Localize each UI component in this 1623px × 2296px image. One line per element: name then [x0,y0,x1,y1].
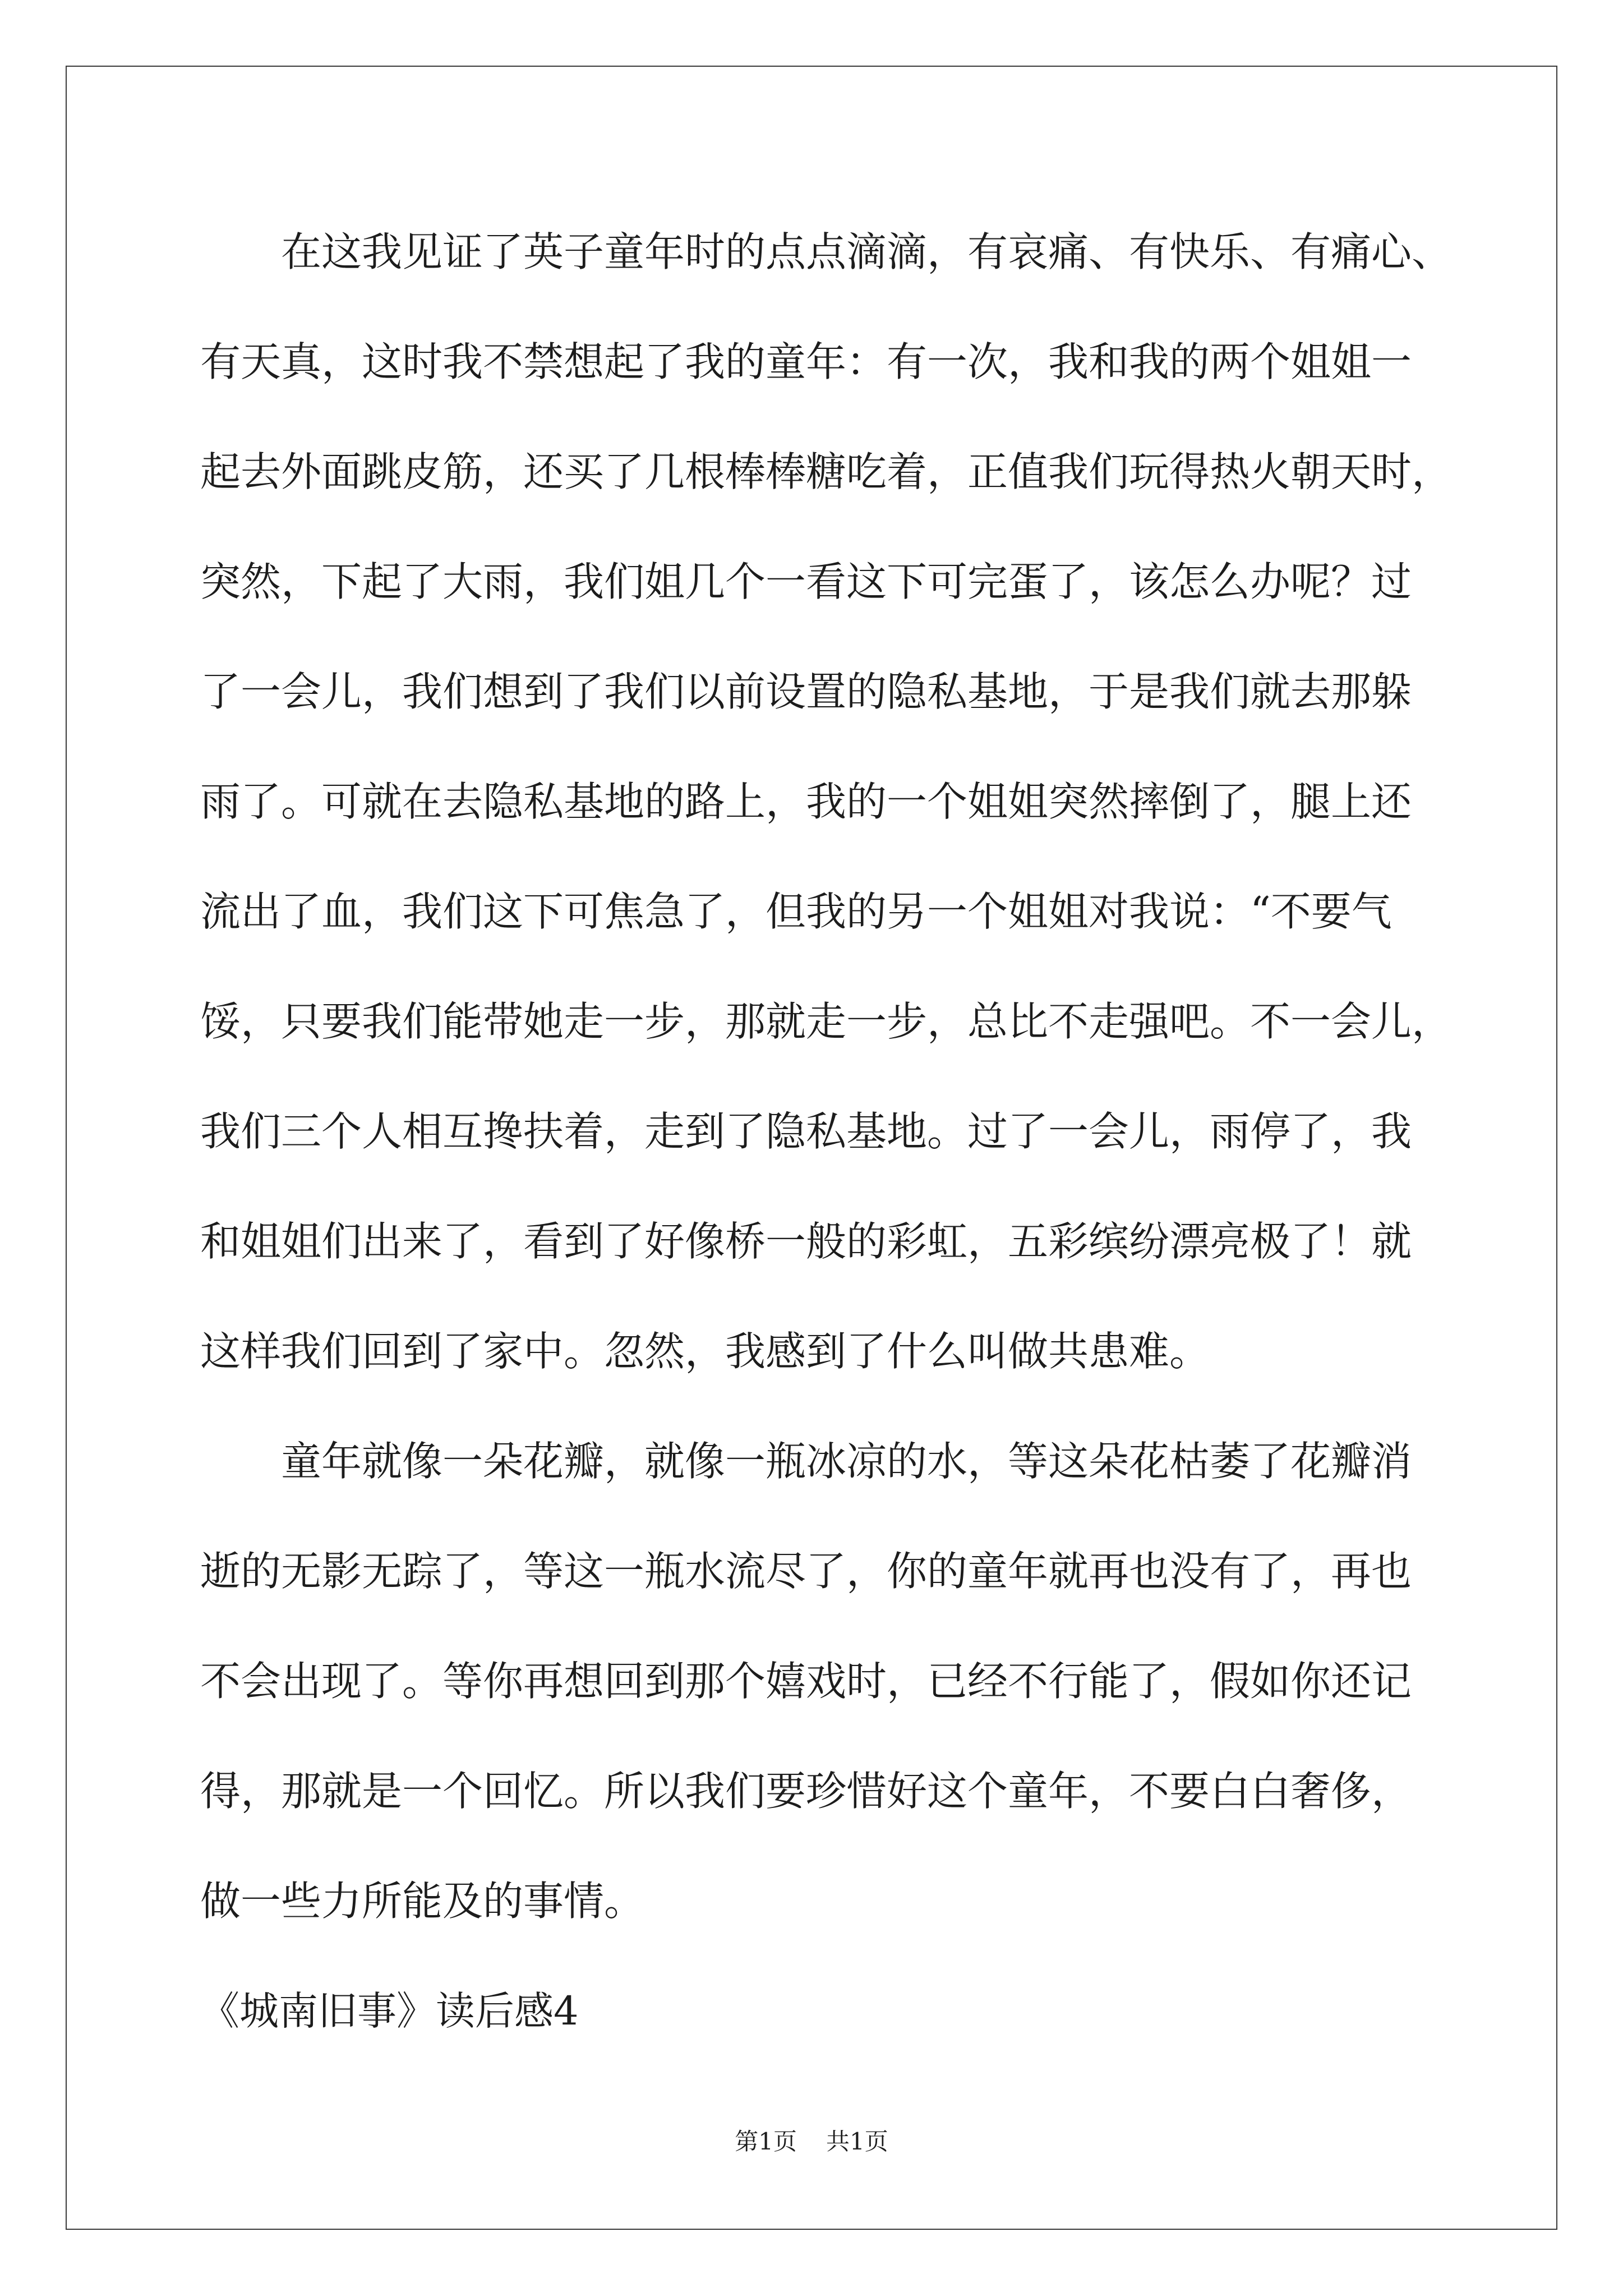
text-line: 馁，只要我们能带她走一步，那就走一步，总比不走强吧。不一会儿， [200,998,1453,1045]
text-line: 在这我见证了英子童年时的点点滴滴，有哀痛、有快乐、有痛心、 [281,228,1453,275]
page-footer [0,2126,1623,2157]
page-number: 第1页 [735,2128,797,2155]
text-line: 逝的无影无踪了，等这一瓶水流尽了，你的童年就再也没有了，再也 [200,1548,1412,1595]
section-heading: 《城南旧事》读后感4 [200,1988,579,2034]
document-body [200,197,1507,2066]
text-line: 童年就像一朵花瓣，就像一瓶冰凉的水，等这朵花枯萎了花瓣消 [281,1438,1412,1485]
text-line: 了一会儿，我们想到了我们以前设置的隐私基地，于是我们就去那躲 [200,668,1412,715]
text-line: 得，那就是一个回忆。所以我们要珍惜好这个童年，不要白白奢侈， [200,1768,1412,1815]
text-line: 起去外面跳皮筋，还买了几根棒棒糖吃着，正值我们玩得热火朝天时， [200,448,1453,495]
text-line: 流出了血，我们这下可焦急了，但我的另一个姐姐对我说：“不要气 [200,888,1392,935]
text-line: 有天真，这时我不禁想起了我的童年：有一次，我和我的两个姐姐一 [200,338,1412,385]
page-total: 共1页 [826,2128,888,2155]
text-line: 和姐姐们出来了，看到了好像桥一般的彩虹，五彩缤纷漂亮极了！就 [200,1218,1412,1265]
text-line: 不会出现了。等你再想回到那个嬉戏时，已经不行能了，假如你还记 [200,1658,1412,1705]
text-line: 我们三个人相互搀扶着，走到了隐私基地。过了一会儿，雨停了，我 [200,1108,1412,1155]
text-line: 做一些力所能及的事情。 [200,1878,645,1925]
paragraph-2 [200,1406,1507,1956]
text-line: 突然，下起了大雨，我们姐几个一看这下可完蛋了，该怎么办呢？过 [200,558,1412,605]
paragraph-1 [200,197,1507,1406]
text-line: 这样我们回到了家中。忽然，我感到了什么叫做共患难。 [200,1328,1210,1375]
text-line: 雨了。可就在去隐私基地的路上，我的一个姐姐突然摔倒了，腿上还 [200,778,1412,825]
